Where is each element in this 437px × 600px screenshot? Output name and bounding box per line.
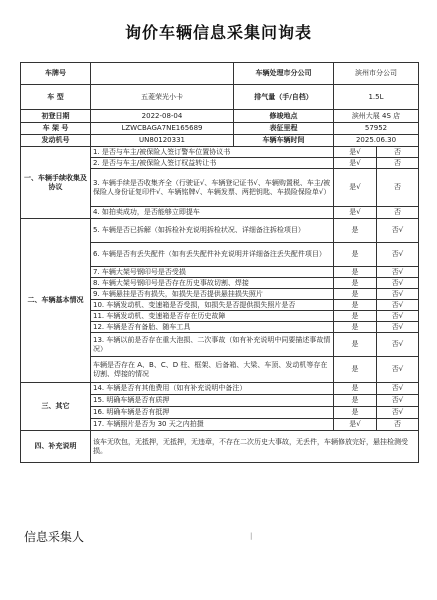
supplement-row bbox=[21, 431, 419, 463]
yes-checkbox[interactable]: 是 bbox=[334, 267, 377, 278]
yes-checkbox[interactable]: 是 bbox=[334, 357, 377, 383]
engine-value[interactable]: UN80120331 bbox=[91, 135, 234, 147]
mileage-value[interactable]: 57952 bbox=[334, 123, 419, 135]
section-title: 二、车辆基本情况 bbox=[21, 219, 91, 383]
no-checkbox[interactable]: 否√ bbox=[377, 267, 419, 278]
model-value[interactable]: 五菱荣光小卡 bbox=[91, 85, 234, 110]
supplement-text[interactable]: 该车无吹包，无抵押，无抵押，无违章，不存在二次历史大事故，无丢件，车辆修放完好，悬挂检测受损。 bbox=[91, 431, 419, 463]
checklist-item-text: 8. 车辆大架号钢印号是否存在历史事故切割、焊接 bbox=[91, 278, 334, 289]
yes-checkbox[interactable]: 是√ bbox=[334, 158, 377, 169]
checklist-item-text: 车辆是否存在 A、B、C、D 柱、框架、后备箱、大梁、车顶、发动机等存在切割、焊接的情况 bbox=[91, 357, 334, 383]
no-checkbox[interactable]: 否√ bbox=[377, 357, 419, 383]
yes-checkbox[interactable]: 是 bbox=[334, 333, 377, 357]
yes-checkbox[interactable]: 是 bbox=[334, 311, 377, 322]
plate-label: 车牌号 bbox=[21, 63, 91, 85]
plate-value[interactable] bbox=[91, 63, 234, 85]
vin-label: 车 架 号 bbox=[21, 123, 91, 135]
page-title: 询价车辆信息采集问询表 bbox=[124, 23, 312, 42]
supplement-title: 四、补充说明 bbox=[21, 431, 91, 463]
yes-checkbox[interactable]: 是 bbox=[334, 300, 377, 311]
checklist-item-text: 16. 明确车辆是否有抵押 bbox=[91, 407, 334, 419]
checklist-item-text: 15. 明确车辆是否有质押 bbox=[91, 395, 334, 407]
yes-checkbox[interactable]: 是√ bbox=[334, 419, 377, 431]
signature-label: 信息采集人 bbox=[24, 530, 85, 544]
model-label: 车 型 bbox=[21, 85, 91, 110]
checklist-item-text: 11. 车辆发动机、变速箱是否存在历史故障 bbox=[91, 311, 334, 322]
engine-label: 发动机号 bbox=[21, 135, 91, 147]
dealer-value[interactable]: 滨州市分公司 bbox=[334, 63, 419, 85]
row-model bbox=[21, 85, 419, 110]
no-checkbox[interactable]: 否√ bbox=[377, 219, 419, 243]
no-checkbox[interactable]: 否√ bbox=[377, 333, 419, 357]
row-plate bbox=[21, 63, 419, 85]
yes-checkbox[interactable]: 是 bbox=[334, 289, 377, 300]
no-checkbox[interactable]: 否√ bbox=[377, 322, 419, 333]
row-reg-date bbox=[21, 110, 419, 123]
yes-checkbox[interactable]: 是 bbox=[334, 407, 377, 419]
section-title: 一、车辆手续收集及协议 bbox=[21, 147, 91, 219]
yes-checkbox[interactable]: 是 bbox=[334, 395, 377, 407]
no-checkbox[interactable]: 否√ bbox=[377, 243, 419, 267]
checklist-item-text: 6. 车辆是否有丢失配件（如有丢失配件补充说明并详细备注丢失配件项目） bbox=[91, 243, 334, 267]
checklist-item-text: 4. 如拍卖成功，是否能够立即提车 bbox=[91, 207, 334, 219]
yes-checkbox[interactable]: 是 bbox=[334, 243, 377, 267]
repair-place-label: 修竣地点 bbox=[234, 110, 334, 123]
yes-checkbox[interactable]: 是√ bbox=[334, 169, 377, 207]
checklist-row bbox=[21, 383, 419, 395]
yes-checkbox[interactable]: 是 bbox=[334, 383, 377, 395]
checklist-item-text: 17. 车辆照片是否为 30 天之内拍摄 bbox=[91, 419, 334, 431]
info-form bbox=[20, 62, 419, 463]
checklist-row bbox=[21, 147, 419, 158]
dealer-label: 车辆处理市分公司 bbox=[234, 63, 334, 85]
no-checkbox[interactable]: 否 bbox=[377, 207, 419, 219]
mileage-label: 表征里程 bbox=[234, 123, 334, 135]
checklist-row bbox=[21, 219, 419, 243]
no-checkbox[interactable]: 否√ bbox=[377, 289, 419, 300]
handle-time-label: 车辆车辆时间 bbox=[234, 135, 334, 147]
yes-checkbox[interactable]: 是 bbox=[334, 322, 377, 333]
row-vin bbox=[21, 123, 419, 135]
no-checkbox[interactable]: 否√ bbox=[377, 395, 419, 407]
no-checkbox[interactable]: 否 bbox=[377, 147, 419, 158]
repair-place-value[interactable]: 滨州大展 4S 店 bbox=[334, 110, 419, 123]
checklist-item-text: 9. 车辆悬挂是否有损失，如损失是否提供悬挂损失照片 bbox=[91, 289, 334, 300]
checklist-item-text: 10. 车辆发动机、变速箱是否受损，如损失是否提供损失照片是否 bbox=[91, 300, 334, 311]
displacement-label: 排气量（手/自档） bbox=[234, 85, 334, 110]
no-checkbox[interactable]: 否 bbox=[377, 419, 419, 431]
row-engine bbox=[21, 135, 419, 147]
no-checkbox[interactable]: 否√ bbox=[377, 300, 419, 311]
no-checkbox[interactable]: 否 bbox=[377, 158, 419, 169]
yes-checkbox[interactable]: 是 bbox=[334, 278, 377, 289]
yes-checkbox[interactable]: 是√ bbox=[334, 207, 377, 219]
yes-checkbox[interactable]: 是 bbox=[334, 219, 377, 243]
checklist-item-text: 13. 车辆以前是否存在重大泡损、二次事故（如有补充说明中同要描述事故情况） bbox=[91, 333, 334, 357]
checklist-item-text: 3. 车辆手续是否收集齐全（行驶证√、车辆登记证书√、车辆购置税、车主/被保险人身份证复印件√、车辆铭牌√、车辆发票、两把钥匙、车损险保险单√） bbox=[91, 169, 334, 207]
no-checkbox[interactable]: 否√ bbox=[377, 383, 419, 395]
section-title: 三、其它 bbox=[21, 383, 91, 431]
checklist-item-text: 1. 是否与车主/被保险人签订警车位置协议书 bbox=[91, 147, 334, 158]
no-checkbox[interactable]: 否√ bbox=[377, 311, 419, 322]
handle-time-value[interactable]: 2025.06.30 bbox=[334, 135, 419, 147]
vin-value[interactable]: LZWCBAGA7NE165689 bbox=[91, 123, 234, 135]
no-checkbox[interactable]: 否√ bbox=[377, 278, 419, 289]
no-checkbox[interactable]: 否√ bbox=[377, 407, 419, 419]
checklist-item-text: 7. 车辆大架号钢印号是否受损 bbox=[91, 267, 334, 278]
signature-field[interactable]: | bbox=[250, 532, 253, 540]
no-checkbox[interactable]: 否 bbox=[377, 169, 419, 207]
reg-date-label: 初登日期 bbox=[21, 110, 91, 123]
checklist-item-text: 12. 车辆是否有备胎、随车工具 bbox=[91, 322, 334, 333]
checklist-item-text: 2. 是否与车主/被保险人签订权益转让书 bbox=[91, 158, 334, 169]
checklist-item-text: 5. 车辆是否已拆解（如拆检补充说明拆检状况、详细备注拆检项目） bbox=[91, 219, 334, 243]
reg-date-value[interactable]: 2022-08-04 bbox=[91, 110, 234, 123]
checklist-item-text: 14. 车辆是否有其他费用（如有补充说明中备注） bbox=[91, 383, 334, 395]
displacement-value[interactable]: 1.5L bbox=[334, 85, 419, 110]
yes-checkbox[interactable]: 是√ bbox=[334, 147, 377, 158]
